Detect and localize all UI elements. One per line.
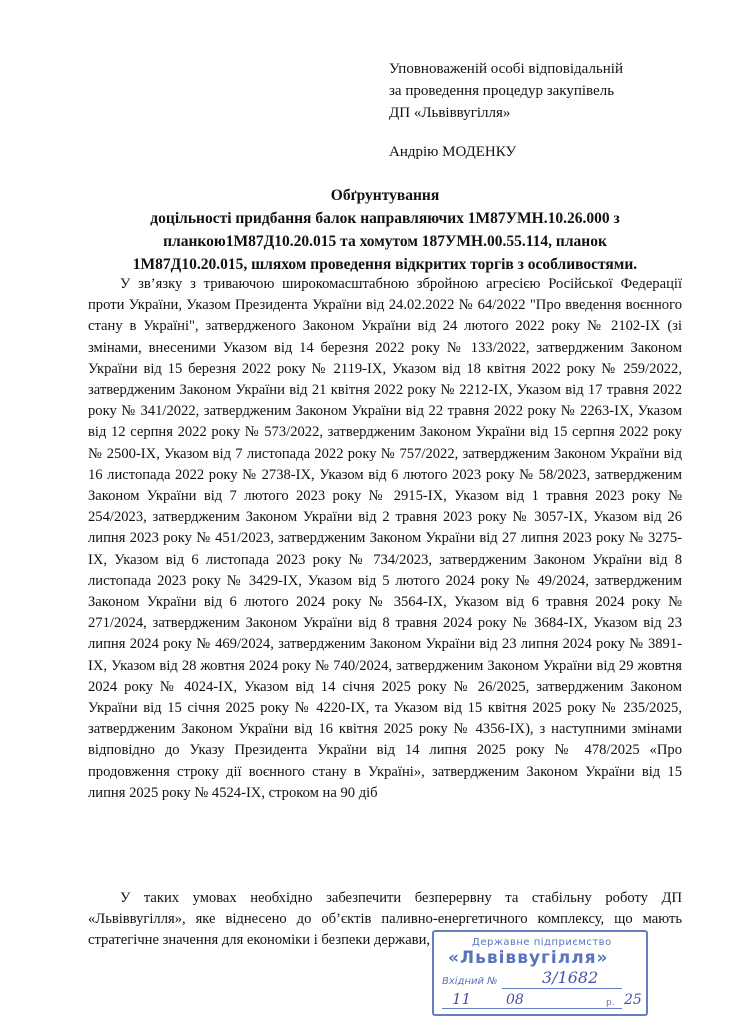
addressee-line: за проведення процедур закупівель [389,83,615,99]
stamp-number-line [502,988,622,989]
stamp-year-suffix: р. [606,998,615,1008]
stamp-org: Державне підприємство [472,937,612,948]
title-line: планкою1М87Д10.20.015 та хомутом 187УМН.00.55.114, планок [163,233,607,250]
document-title [70,184,700,276]
body-paragraph-2: У таких умовах необхідно забезпечити безперервну та стабільну роботу ДП «Львіввугілля», яке віднесено до об’єктів паливно-енергетичного комплексу, що мають стратегічне значення для економіки і безпеки держави, [88,890,682,949]
stamp-day: 11 [452,990,472,1008]
stamp-name: «Львіввугілля» [448,948,609,968]
body-paragraph-1: У зв’язку з триваючою широкомасштабною збройною агресією Російської Федерації проти України, Указом Президента України від 24.02.2022 № 64/2022 "Про введення воєнного стану в Україні", затвердженого Законом України від 24 лютого 2022 року № 2102-IX (зі змінами, внесеними Указом від 14 березня 2022 року № 133/2022, затвердженим Законом України від 15 березня 2022 року № 2119-IX, Указом від 18 квітня 2022 року № 259/2022, затвердженим Законом України від 21 квітня 2022 року № 2212-IX, Указом від 17 травня 2022 року № 341/2022, затвердженим Законом України від 22 травня 2022 року № 2263-IX, Указом від 12 серпня 2022 року № 573/2022, затвердженим Законом України від 15 серпня 2022 року № 2500-IX, Указом від 7 листопада 2022 року № 757/2022, затвердженим Законом України від 16 листопада 2022 року № 2738-IX, Указом від 6 лютого 2023 року № 58/2023, затвердженим Законом України від 7 лютого 2023 року № 2915-IX, Указом від 1 травня 2023 року № 254/2023, затвердженим Законом України від 2 травня 2023 року № 3057-IX, Указом від 26 липня 2023 року № 451/2023, затвердженим Законом України від 27 липня 2023 року № 3275-IX, Указом від 6 листопада 2023 року № 734/2023, затвердженим Законом України від 8 листопада 2023 року № 3429-IX, Указом від 5 лютого 2024 року № 49/2024, затвердженим Законом України від 6 лютого 2024 року № 3564-IX, Указом від 6 травня 2024 року № 271/2024, затвердженим Законом України від 8 травня 2024 року № 3684-IX, Указом від 23 липня 2024 року № 469/2024, затвердженим Законом України від 23 липня 2024 року № 3891-IX, Указом від 28 жовтня 2024 року № 740/2024, затвердженим Законом України від 29 жовтня 2024 року № 4024-IX, Указом від 14 січня 2025 року № 26/2025, затвердженим Законом України від 15 січня 2025 року № 4220-IX, та Указом від 15 квітня 2025 року № 235/2025, затвердженим Законом України від 16 квітня 2025 року № 4356-IX), з наступними змінами відповідно до Указу Президента України від 14 липня 2025 року № 478/2025 «Про продовження строку дії воєнного стану в Україні», затвердженим Законом України від 15 липня 2025 року № 4524-IX, строком на 90 діб [88,276,682,801]
stamp-incoming-number: 3/1682 [542,968,599,987]
addressee-line: Уповноваженій особі відповідальній [389,61,623,77]
title-line: доцільності придбання балок направляючих 1М87УМН.10.26.000 з [150,210,620,227]
addressee-name: Андрію МОДЕНКУ [389,144,517,160]
stamp-date-line [442,1008,622,1009]
stamp-incoming-label: Вхідний № [442,976,498,987]
stamp-month: 08 [506,992,524,1008]
addressee-block [389,58,709,124]
title-line: 1М87Д10.20.015, шляхом проведення відкритих торгів з особливостями. [132,256,638,273]
addressee-line: ДП «Львіввугілля» [389,105,511,121]
title-line: Обґрунтування [330,187,440,204]
registration-stamp [432,930,648,1016]
stamp-year: 25 [624,992,642,1008]
